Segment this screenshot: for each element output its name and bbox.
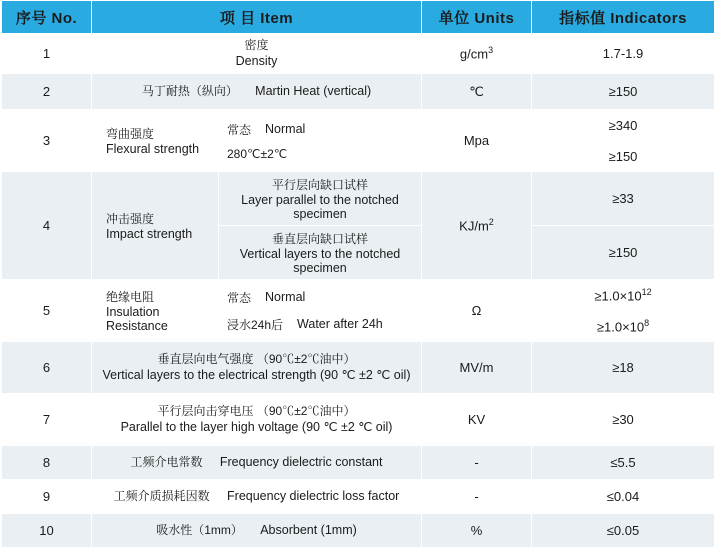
row-item <box>92 34 422 74</box>
row-indicator: ≥30 <box>532 394 715 446</box>
row-number: 5 <box>2 280 92 342</box>
table-body <box>2 34 715 548</box>
condition-label-cn: 浸水24h后 <box>227 317 284 332</box>
header-unit: 单位 Units <box>422 1 532 34</box>
row-item <box>92 172 422 280</box>
row-item <box>92 280 422 342</box>
row-unit: ℃ <box>422 74 532 110</box>
condition-label-en: Normal <box>265 290 306 304</box>
row-unit: MV/m <box>422 342 532 394</box>
row-number: 9 <box>2 480 92 514</box>
condition-label-en: Water after 24h <box>297 317 383 331</box>
row-number: 1 <box>2 34 92 74</box>
condition-cell <box>218 284 421 311</box>
item-label-en: Frequency dielectric constant <box>219 455 383 470</box>
row-item <box>92 74 422 110</box>
item-label-en: Absorbent (1mm) <box>260 523 357 538</box>
item-label-en: Frequency dielectric loss factor <box>227 489 400 504</box>
row-indicator <box>532 280 715 311</box>
item-name-group <box>92 172 218 279</box>
indicator-superscript: 12 <box>641 286 652 297</box>
table-row <box>2 172 715 226</box>
condition-label-cn: 垂直层向缺口试样 <box>271 232 368 246</box>
unit-text: g/cm <box>459 46 489 62</box>
item-label-en: Flexural strength <box>106 142 200 156</box>
item-label-cn: 工频介电常数 <box>130 455 203 470</box>
condition-cell <box>218 226 421 279</box>
row-unit: Ω <box>422 280 532 342</box>
row-unit <box>422 172 532 280</box>
row-unit: KV <box>422 394 532 446</box>
item-label-en: Parallel to the layer high voltage (90 ℃ ±2 ℃ oil) <box>120 420 393 435</box>
table-header <box>2 1 715 34</box>
row-number: 2 <box>2 74 92 110</box>
row-number: 3 <box>2 110 92 172</box>
item-label-cn: 弯曲强度 <box>106 127 155 141</box>
row-indicator: ≤0.04 <box>532 480 715 514</box>
unit-text: KJ/m <box>459 218 489 234</box>
row-number: 10 <box>2 514 92 548</box>
row-indicator: ≥340 <box>532 110 715 141</box>
header-no: 序号 No. <box>2 1 92 34</box>
specification-table <box>1 0 715 548</box>
header-indicator: 指标值 Indicators <box>532 1 715 34</box>
item-label-cn: 马丁耐热（纵向） <box>141 84 238 99</box>
item-name-group <box>92 284 218 337</box>
row-unit: Mpa <box>422 110 532 172</box>
condition-label-cn: 常态 <box>227 290 252 305</box>
row-indicator: ≤0.05 <box>532 514 715 548</box>
row-item <box>92 480 422 514</box>
row-number: 8 <box>2 446 92 480</box>
item-label-en: Vertical layers to the electrical strength (90 ℃ ±2 ℃ oil) <box>102 368 411 383</box>
item-label-en: Density <box>235 54 278 69</box>
row-indicator: ≤5.5 <box>532 446 715 480</box>
table-row <box>2 110 715 141</box>
condition-label-en: Vertical layers to the notched specimen <box>239 247 401 275</box>
item-label-cn: 密度 <box>244 37 269 52</box>
table-row <box>2 514 715 548</box>
header-row <box>2 1 715 34</box>
condition-cell <box>218 311 421 337</box>
row-item <box>92 342 422 394</box>
row-unit: % <box>422 514 532 548</box>
row-unit: - <box>422 446 532 480</box>
row-indicator: ≥150 <box>532 141 715 172</box>
row-item <box>92 394 422 446</box>
row-number: 4 <box>2 172 92 280</box>
item-label-cn: 绝缘电阻 <box>106 290 155 304</box>
table-row <box>2 446 715 480</box>
item-label-en: Martin Heat (vertical) <box>255 84 372 99</box>
condition-cell <box>218 172 421 226</box>
header-item: 项 目 Item <box>92 1 422 34</box>
table-row <box>2 394 715 446</box>
condition-label-cn: 平行层向缺口试样 <box>271 178 368 192</box>
indicator-superscript: 8 <box>644 317 650 328</box>
row-item <box>92 110 422 172</box>
row-number: 6 <box>2 342 92 394</box>
row-item <box>92 514 422 548</box>
row-item <box>92 446 422 480</box>
row-unit <box>422 34 532 74</box>
condition-cell <box>218 117 421 143</box>
row-indicator <box>532 311 715 342</box>
row-number: 7 <box>2 394 92 446</box>
item-label-en: Insulation Resistance <box>106 305 168 333</box>
table-row <box>2 280 715 311</box>
item-name-group <box>92 117 218 165</box>
item-label-cn: 平行层向击穿电压 （90℃±2℃油中） <box>157 403 356 418</box>
condition-label-en: Normal <box>265 122 306 136</box>
condition-cell <box>218 143 421 165</box>
item-label-cn: 吸水性（1mm） <box>156 523 243 538</box>
row-indicator: 1.7-1.9 <box>532 34 715 74</box>
condition-label-cn: 280℃±2℃ <box>227 146 288 161</box>
table-row <box>2 342 715 394</box>
condition-label-en: Layer parallel to the notched specimen <box>241 193 399 221</box>
table-row <box>2 480 715 514</box>
item-label-en: Impact strength <box>106 227 193 241</box>
item-label-cn: 工频介质损耗因数 <box>113 489 210 504</box>
indicator-text: ≥1.0×10 <box>596 319 645 335</box>
condition-label-cn: 常态 <box>227 122 252 137</box>
table-row <box>2 34 715 74</box>
row-indicator: ≥33 <box>532 172 715 226</box>
item-label-cn: 冲击强度 <box>106 212 155 226</box>
row-indicator: ≥150 <box>532 74 715 110</box>
unit-superscript: 3 <box>488 45 494 56</box>
table-row <box>2 74 715 110</box>
indicator-text: ≥1.0×10 <box>594 288 642 304</box>
item-label-cn: 垂直层向电气强度 （90℃±2℃油中） <box>157 351 356 366</box>
unit-superscript: 2 <box>488 217 494 228</box>
row-unit: - <box>422 480 532 514</box>
row-indicator: ≥150 <box>532 226 715 280</box>
row-indicator: ≥18 <box>532 342 715 394</box>
